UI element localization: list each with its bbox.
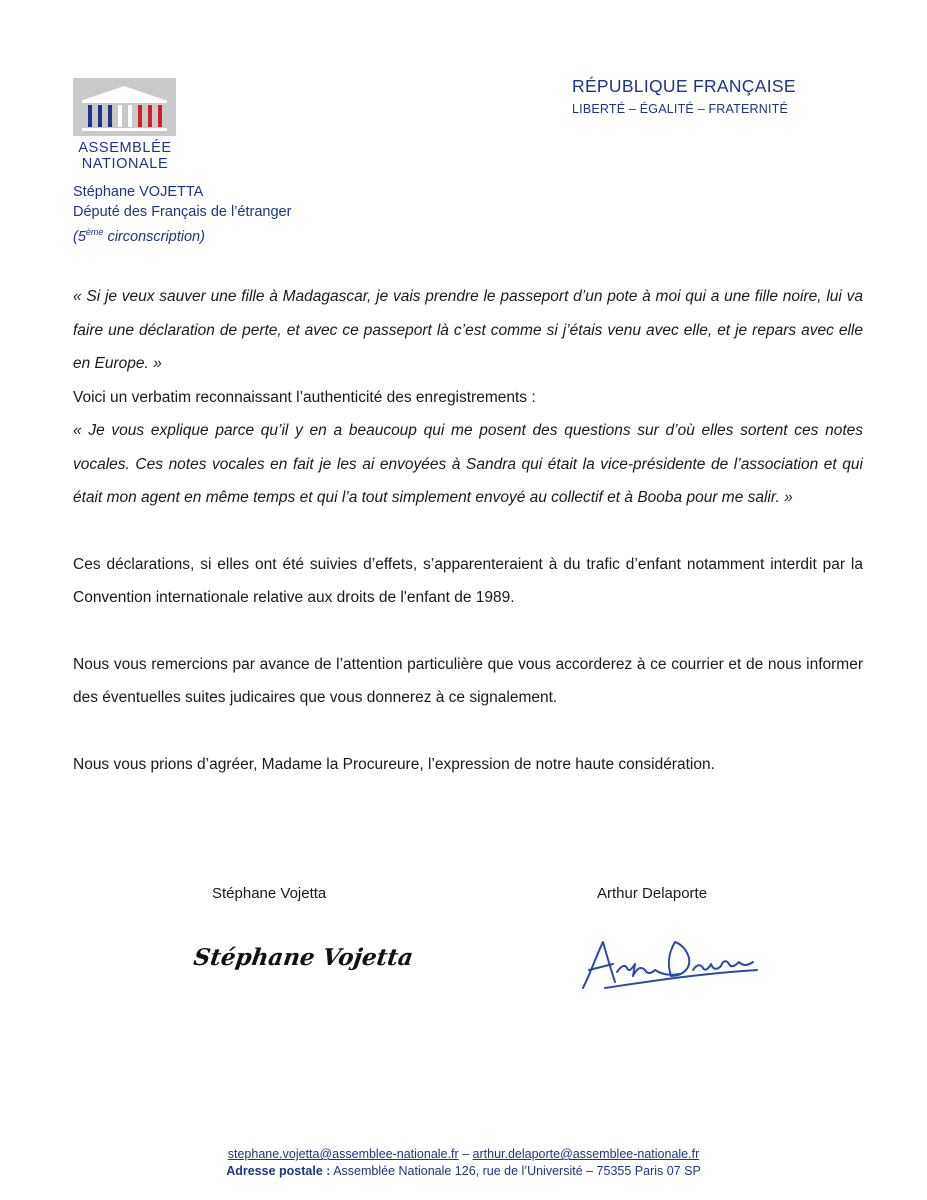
address-label: Adresse postale : [226, 1164, 331, 1178]
verbatim-intro: Voici un verbatim reconnaissant l’authenticité des enregistrements : [73, 388, 536, 406]
signatory-name-1: Stéphane Vojetta [212, 885, 327, 902]
sender-circonscription [73, 222, 291, 247]
email-link-delaporte[interactable]: arthur.delaporte@assemblee-nationale.fr [472, 1147, 700, 1161]
logo-line-2: NATIONALE [81, 156, 169, 172]
paragraph-thanks: Nous vous remercions par avance de l’attention particulière que vous accorderez à ce courrier et de nous informer des éventuelles suites judicaires que vous donnerez à ce signalement. [73, 655, 863, 706]
republic-title: RÉPUBLIQUE FRANÇAISE [572, 76, 796, 96]
paragraph-declarations: Ces déclarations, si elles ont été suivies d’effets, s’apparenteraient à du trafic d’enfant notamment interdit par la Convention internationale relative aux droits de l'enfant de 1989. [73, 555, 863, 606]
signature-vojetta [191, 935, 415, 980]
circ-superscript: ème [85, 227, 104, 237]
quote-1: « Si je veux sauver une fille à Madagascar, je vais prendre le passeport d’un pote à moi qui a une fille noire, lui va faire une déclaration de perte, et avec ce passeport là c’est comme si j’étais venu avec elle, et je repars avec elle en Europe. » [73, 288, 863, 372]
address-text: Assemblée Nationale 126, rue de l’Université – 75355 Paris 07 SP [330, 1164, 701, 1178]
letter-body [73, 280, 863, 781]
assemblee-nationale-logo [73, 78, 177, 172]
hemicycle-icon [73, 78, 176, 136]
sender-role: Député des Français de l’étranger [73, 204, 292, 220]
circ-prefix: (5 [73, 228, 86, 245]
email-separator: – [458, 1147, 473, 1161]
quote-2: « Je vous explique parce qu’il y en a beaucoup qui me posent des questions sur d’où elles sortent ces notes vocales. Ces notes vocales en fait je les ai envoyées à Sandra qui était la vice-présidente de l’association et qui était mon agent en même temps et qui l’a tout simplement envoyé au collectif et à Booba pour me salir. » [73, 422, 863, 506]
footer-address [0, 1163, 927, 1180]
email-link-vojetta[interactable]: stephane.vojetta@assemblee-nationale.fr [227, 1147, 459, 1161]
sender-block [73, 182, 291, 247]
republic-motto: LIBERTÉ – ÉGALITÉ – FRATERNITÉ [572, 102, 789, 116]
republic-header [572, 76, 796, 116]
sender-name: Stéphane VOJETTA [73, 184, 204, 200]
signature-delaporte [575, 930, 765, 995]
signature-vojetta-text: Stéphane Vojetta [191, 944, 415, 971]
logo-line-1: ASSEMBLÉE [78, 140, 172, 156]
footer [0, 1146, 927, 1180]
circ-suffix: circonscription) [103, 228, 205, 245]
footer-contacts [0, 1146, 927, 1163]
paragraph-closing: Nous vous prions d’agréer, Madame la Procureure, l’expression de notre haute considération. [73, 755, 715, 773]
signature-delaporte-text: Arthur Delaporte [595, 930, 603, 931]
signatory-name-2: Arthur Delaporte [597, 885, 708, 902]
